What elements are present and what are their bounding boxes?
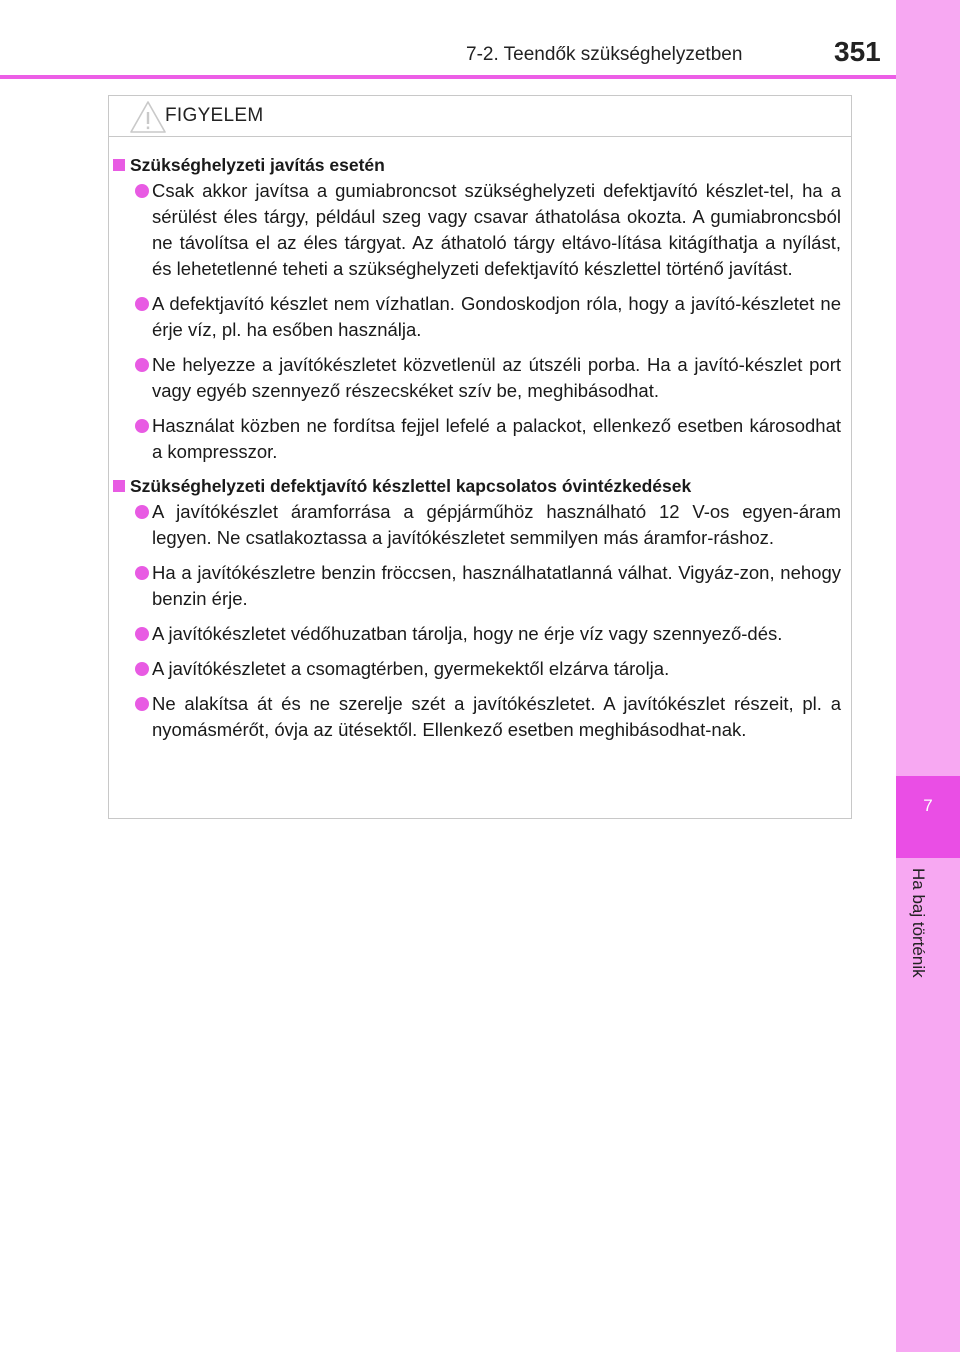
round-bullet-icon <box>135 505 149 519</box>
list-item: Ne helyezze a javítókészletet közvetlenül az útszéli porba. Ha a javító-készlet port vagy egyéb szennyező részecskéket szív be, meghibásodhat. <box>109 352 851 404</box>
list-item: A javítókészletet a csomagtérben, gyermekektől elzárva tárolja. <box>109 656 851 682</box>
round-bullet-icon <box>135 358 149 372</box>
round-bullet-icon <box>135 627 149 641</box>
chapter-title: Ha baj történik <box>909 868 928 978</box>
section-heading: Szükséghelyzeti defektjavító készlettel kapcsolatos óvintézkedések <box>109 473 851 499</box>
chapter-number: 7 <box>923 796 933 815</box>
square-bullet-icon <box>113 480 125 492</box>
side-tab <box>896 0 960 1352</box>
header-title: 7-2. Teendők szükséghelyzetben <box>466 44 743 65</box>
list-item: A javítókészlet áramforrása a gépjárműhöz használható 12 V-os egyen-áram legyen. Ne csatlakoztassa a javítókészletet semmilyen más áramfor-ráshoz. <box>109 499 851 551</box>
round-bullet-icon <box>135 697 149 711</box>
section-heading: Szükséghelyzeti javítás esetén <box>109 152 851 178</box>
round-bullet-icon <box>135 662 149 676</box>
round-bullet-icon <box>135 566 149 580</box>
warning-content <box>109 144 851 752</box>
header-rule <box>0 75 896 79</box>
page-number: 351 <box>834 36 881 67</box>
round-bullet-icon <box>135 184 149 198</box>
round-bullet-icon <box>135 419 149 433</box>
square-bullet-icon <box>113 159 125 171</box>
list-item: A javítókészletet védőhuzatban tárolja, hogy ne érje víz vagy szennyező-dés. <box>109 621 851 647</box>
chapter-number-block <box>896 776 960 858</box>
warning-title: FIGYELEM <box>165 105 264 126</box>
list-item: Ne alakítsa át és ne szerelje szét a javítókészletet. A javítókészlet részeit, pl. a nyomásmérőt, óvja az ütésektől. Ellenkező esetben meghibásodhat-nak. <box>109 691 851 743</box>
round-bullet-icon <box>135 297 149 311</box>
list-item: Csak akkor javítsa a gumiabroncsot szükséghelyzeti defektjavító készlet-tel, ha a sérülést éles tárgy, például szeg vagy csavar áthatolása okozta. A gumiabroncsból ne távolítsa el az éles tárgyat. Az áthatoló tárgy eltávo-lítása kitágíthatja a nyílást, és lehetetlenné teheti a szükséghelyzeti defektjavító készlettel történő javítást. <box>109 178 851 282</box>
warning-box <box>108 95 852 819</box>
list-item: A defektjavító készlet nem vízhatlan. Gondoskodjon róla, hogy a javító-készletet ne érje víz, pl. ha esőben használja. <box>109 291 851 343</box>
warning-triangle-icon <box>129 100 167 134</box>
list-item: Használat közben ne fordítsa fejjel lefelé a palackot, ellenkező esetben károsodhat a kompresszor. <box>109 413 851 465</box>
list-item: Ha a javítókészletre benzin fröccsen, használhatatlanná válhat. Vigyáz-zon, nehogy benzin érje. <box>109 560 851 612</box>
warning-header <box>109 96 851 137</box>
